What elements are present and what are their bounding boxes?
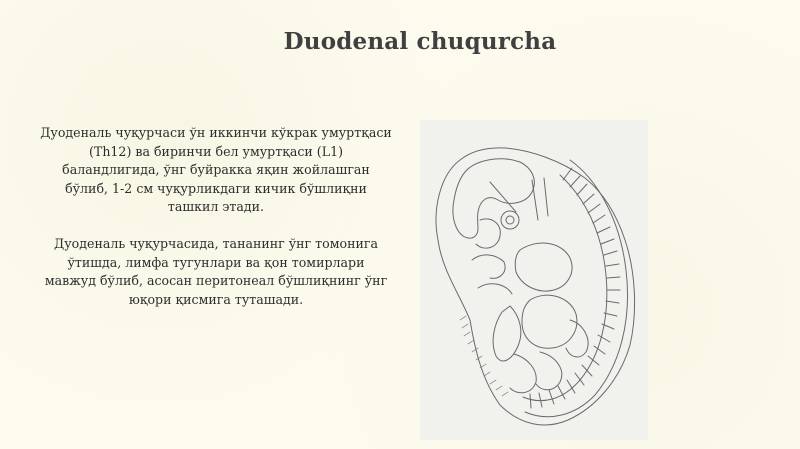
gut-1 <box>493 306 521 361</box>
arch-2 <box>478 284 512 294</box>
gut-3 <box>536 352 562 390</box>
heart <box>515 243 572 291</box>
vessel-2 <box>544 178 548 216</box>
paragraph-2: Дуоденаль чуқурчасида, тананинг ўнг томонига ўтишда, лимфа тугунлари ва қон томирлари мавжуд бўлиб, асосан перитонеал бўшлиқнинг ўнг юқори қисмига туташади. <box>44 235 388 307</box>
hatching <box>460 316 508 396</box>
embryo-illustration <box>420 120 648 440</box>
spine-band-outer <box>525 160 628 417</box>
liver <box>522 295 577 348</box>
paragraph-1: Дуоденаль чуқурчаси ўн иккинчи кўкрак умуртқаси (Th12) ва биринчи бел умуртқаси (L1) баландлигида, ўнг буйракка яқин жойлашган бўлиб, 1-2 см чуқурликдаги кичик бўшлиқни ташкил этади. <box>40 125 392 215</box>
arch-1 <box>472 255 505 278</box>
embryo-drawing <box>420 120 648 440</box>
slide-title: Duodenal chuqurcha <box>283 28 557 55</box>
eye-circle <box>501 211 519 229</box>
vessel-1 <box>532 180 538 220</box>
gut-2 <box>510 354 536 393</box>
vessel-3 <box>490 182 516 212</box>
brain-vesicle <box>453 159 534 238</box>
body-text <box>40 124 392 327</box>
optic-region <box>476 219 500 248</box>
eye-inner <box>506 216 514 224</box>
